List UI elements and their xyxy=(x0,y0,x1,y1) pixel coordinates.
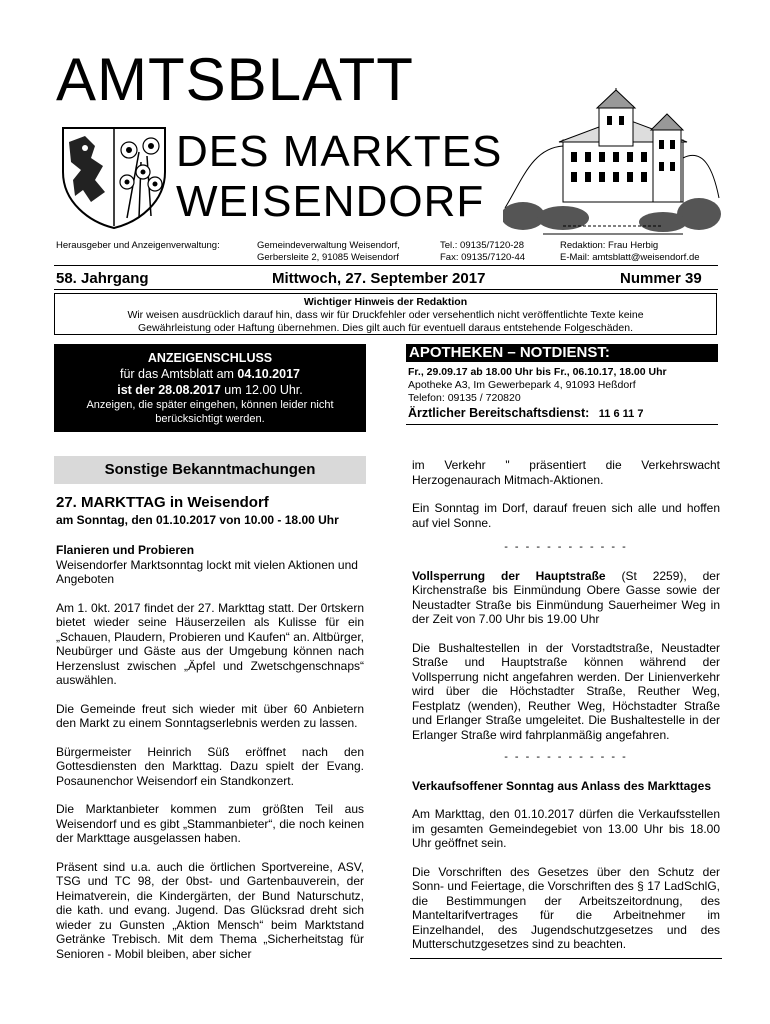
right-paragraph-5: Die Vorschriften des Gesetzes über den Schutz der Sonn- und Feiertage, die Vorschriften des § 17 LadSchlG, die Bestimmungen der Arbeitszeitordnung, des Manteltarifvertrages für die Arbeitnehmer im Einzelhandel, des Jugendschutzgesetzes und des Mutterschutzgesetzes sind zu beachten. xyxy=(412,864,720,951)
paragraph-2: Am 1. 0kt. 2017 findet der 27. Markttag statt. Der 0rtskern bietet wieder seine Häuserzeilen als Kulisse für ein „Schauen, Plaudern, Probieren und Kaufen“ an. Altbürger, Neubürger und Gäste aus der Umgebung können nach Herzenslust zwischen „Äpfel und Zwetschgenschnaps“ auswählen. xyxy=(56,600,364,687)
masthead-line2: DES MARKTES xyxy=(176,127,503,176)
ad-deadline-box xyxy=(54,344,366,432)
paragraph-6: Präsent sind u.a. auch die örtlichen Sportvereine, ASV, TSG und TC 98, der 0bst- und Gartenbauverein, der Heimatverein, die Kindergärten, der Bund Naturschutz, die kath. und evang. Jugend. Das Glücksrad dreht sich wieder zu Gunsten „Aktion Mensch“ beim Marktstand Getränke Trebisch. Mit dem Thema „Sicherheitstag für Senioren - Mobil bleiben, aber sicher xyxy=(56,859,364,961)
sunday-title: Verkaufsoffener Sonntag aus Anlass des Markttages xyxy=(412,778,711,793)
issue-divider xyxy=(54,289,718,290)
publisher-editor: Redaktion: Frau Herbig xyxy=(560,240,659,251)
pharmacy-dates: Fr., 29.09.17 ab 18.00 Uhr bis Fr., 06.10.17, 18.00 Uhr xyxy=(408,366,667,378)
deadline-line2-date: ist der 28.08.2017 xyxy=(117,383,221,397)
separator-1: - - - - - - - - - - - - xyxy=(504,541,628,553)
deadline-line1-date: 04.10.2017 xyxy=(237,367,300,381)
castle-illustration xyxy=(503,88,721,238)
issue-year: 58. Jahrgang xyxy=(56,270,149,287)
pharmacy-divider xyxy=(406,424,718,425)
paragraph-1: Weisendorfer Marktsonntag lockt mit vielen Aktionen und Angeboten xyxy=(56,557,358,586)
section-heading: Sonstige Bekanntmachungen xyxy=(54,456,366,484)
deadline-title: ANZEIGENSCHLUSS xyxy=(147,351,273,365)
pharmacy-address: Apotheke A3, Im Gewerbepark 4, 91093 Heßdorf xyxy=(408,379,636,391)
deadline-line3: Anzeigen, die später eingehen, können leider nicht xyxy=(86,399,334,411)
masthead-line3: WEISENDORF xyxy=(176,177,485,226)
deadline-line4: berücksichtigt werden. xyxy=(155,413,265,425)
right-paragraph-3: Die Bushaltestellen in der Vorstadtstraße, Neustadter Straße und Hauptstraße können während der Vollsperrung nicht angefahren werden. Der Linienverkehr wird über die Höchstadter Straße, Reuther Weg, Festplatz (wenden), Reuther Weg, Höchstadter Straße und Erlanger Straße umgeleitet. Die Bushaltestelle in der Erlanger Straße wird fahrplanmäßig angefahren. xyxy=(412,640,720,742)
closure-text: (St 2259), der Kirchenstraße bis Einmündung Obere Gasse sowie der Neustadter Straße bis Einmündung Sauerheimer Weg in der Zeit von 7.00 Uhr bis 19.00 Uhr xyxy=(412,568,720,626)
coat-of-arms-icon xyxy=(55,122,173,230)
pharmacy-title: APOTHEKEN – NOTDIENST: xyxy=(406,344,718,362)
publisher-label: Herausgeber und Anzeigenverwaltung: xyxy=(56,240,220,251)
separator-2: - - - - - - - - - - - - xyxy=(504,751,628,763)
publisher-email[interactable]: E-Mail: amtsblatt@weisendorf.de xyxy=(560,252,700,263)
notice-title: Wichtiger Hinweis der Redaktion xyxy=(303,296,468,308)
right-column xyxy=(412,458,720,966)
publisher-fax: Fax: 09135/7120-44 xyxy=(440,252,526,263)
notice-line-1: Wir weisen ausdrücklich darauf hin, dass wir für Druckfehler oder versehentlich nicht veröffentlichte Texte keine xyxy=(127,309,644,321)
paragraph-3: Die Gemeinde freut sich wieder mit über 60 Anbietern den Markt zu einem Sonntagserlebnis werden zu lassen. xyxy=(56,701,364,730)
right-paragraph-4: Am Markttag, den 01.10.2017 dürfen die Verkaufsstellen im gesamten Gemeindegebiet von 13.00 Uhr bis 18.00 Uhr geöffnet sein. xyxy=(412,807,720,850)
market-subhead: am Sonntag, den 01.10.2017 von 10.00 - 18.00 Uhr xyxy=(56,512,339,527)
right-paragraph-1: im Verkehr " präsentiert die Verkehrswacht Herzogenaurach Mitmach-Aktionen. xyxy=(412,458,720,487)
publisher-address-1: Gemeindeverwaltung Weisendorf, xyxy=(257,240,400,251)
header-divider xyxy=(54,265,718,266)
left-column xyxy=(56,496,364,975)
doctor-number: 11 6 11 7 xyxy=(598,408,644,420)
issue-date: Mittwoch, 27. September 2017 xyxy=(272,270,486,287)
closure-title: Vollsperrung der Hauptstraße xyxy=(412,568,606,583)
publisher-tel: Tel.: 09135/7120-28 xyxy=(440,240,524,251)
market-headline: 27. MARKTTAG in Weisendorf xyxy=(56,494,269,511)
editorial-notice xyxy=(54,293,717,335)
deadline-line1-a: für das Amtsblatt am xyxy=(120,367,238,381)
right-paragraph-2: Ein Sonntag im Dorf, darauf freuen sich alle und hoffen auf viel Sonne. xyxy=(412,501,720,530)
pharmacy-phone: Telefon: 09135 / 720820 xyxy=(408,392,521,404)
publisher-address-2: Gerbersleite 2, 91085 Weisendorf xyxy=(257,252,399,263)
deadline-line2-time: um 12.00 Uhr. xyxy=(220,383,303,397)
issue-number: Nummer 39 xyxy=(620,270,702,287)
right-column-end-divider xyxy=(410,958,722,959)
paragraph-4: Bürgermeister Heinrich Süß eröffnet nach den Gottesdiensten den Markttag. Dazu spielt der Evang. Posaunenchor Weisendorf ein Standkonzert. xyxy=(56,744,364,788)
notice-line-2: Gewährleistung oder Haftung übernehmen. Dies gilt auch für eventuell daraus entstehende Folgeschäden. xyxy=(138,322,633,334)
doctor-label: Ärztlicher Bereitschaftsdienst: xyxy=(408,406,590,420)
paragraph-1-title: Flanieren und Probieren xyxy=(56,543,195,557)
paragraph-5: Die Marktanbieter kommen zum größten Teil aus Weisendorf und es gibt „Stammanbieter“, die noch keinen der Markttage ausgelassen haben. xyxy=(56,802,364,845)
masthead-title: AMTSBLATT xyxy=(56,46,414,113)
